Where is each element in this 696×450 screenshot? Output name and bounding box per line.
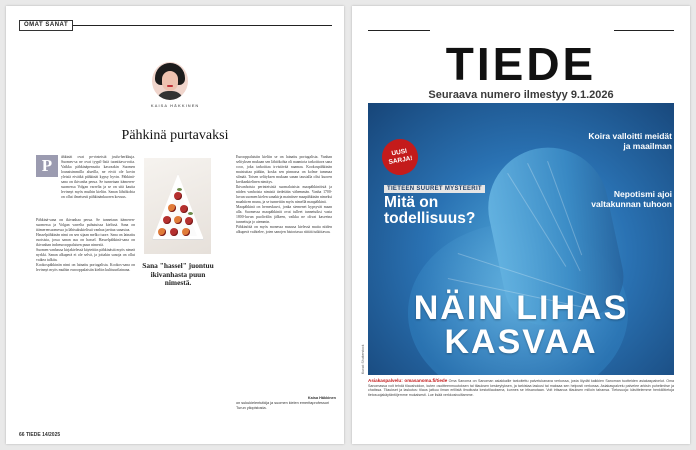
- paragraph: Eurooppalaisiin kieliin se on lainattu portugalista. Vanhan selityksen mukaan sen lähtökohta oli naamiota tarkoittava sana coco, joka tarkoittaa irvistävää naamaa. Kookospähkinän muistuttaa pääkin, koska sen pinnassa on kolme tummaa silmää. Toisen selityksen mukaan sanan taustalla olisi kuoren kreikankielinen nimitys.: [236, 155, 332, 184]
- logo-rule-left: [368, 30, 430, 31]
- drop-cap: P: [36, 155, 58, 177]
- cover-kicker: TIETEEN SUURET MYSTEERIT: [384, 185, 485, 193]
- cover-teaser-dog: Koira valloitti meidät ja maailman: [588, 131, 672, 151]
- paragraph: Pähkinä-sana on ikivanhaa perua. Se tunnetaan itämeren-suomessa ja Volgan varrelta puhutuissa kielissä. Sana on itämerensuomessa ja lähisukukielissä vanhaa jaettua sanastoa.: [36, 218, 135, 232]
- candy-plate-photo: [144, 158, 211, 254]
- cover-question: Mitä on todellisuus?: [384, 194, 476, 227]
- author-portrait: [152, 62, 188, 100]
- left-page: [6, 6, 344, 444]
- paragraph: Hasselpähkinän nimi on sen sijaan melko tuore. Sana on lainattu ruotsista, jossa sanan asu on hassel. Hasselpähkinä-sana on ikivanhan indoeurooppalaisen puun nimestä.: [36, 233, 135, 247]
- customer-service-text: Oma Sanoma on Sanoman asiakkaille tarkoitettu palvelukanava verkossa, josta löydät kaikkien Sanoman tuotteiden asiakaspalvelut. Oma Sanomassa voit tehdä tilaushoidon, kuten osoitteenmuutoksen tai tilauksen keskeytyksen, ja tarkistaa laskusi tai maksaa sen helposti verkossa. Asiakaspalvelu palvelee arkisin puhelimitse ja chatissa. Tilaukset ja laskutus: tilaus jatkuu ilman erillistä ilmoitusta kestotilauksena, kunnes se irtisanotaan. Voit irtisanoa tilauksen milloin tahansa. Tietosuoja: käsittelemme henkilötietoja tietosuojakäytäntöjemme mukaisesti. Lue lisää verkkosivuiltamme.: [368, 379, 674, 397]
- right-page: [352, 6, 690, 444]
- author-name: KAISA HÄKKINEN: [150, 103, 200, 108]
- paragraph: Ikivanhoista perinteisistä suomalaisista maapähkinöistä ja niiden vanhoista nimistä tiedetään vähemmän. Vanha 1700-luvun suomen kielen sanakirja mainitsee maapähkinän nimeksi maahiiren muna, ja se tunnettiin myös nimellä maapähkinä.: [236, 185, 332, 204]
- paragraph: Kookospähkinän nimi on lainattu portugalista. Kookos-sana on levinnyt myös muihin eurooppalaisiin kieliin kulttuurilainana.: [36, 263, 135, 272]
- pull-quote: Sana "hassel" juontuu ikivanhasta puun nimestä.: [142, 261, 214, 287]
- next-issue-line: Seuraava numero ilmestyy 9.1.2026: [428, 89, 614, 101]
- new-series-badge: UUSI SARJA!: [379, 136, 421, 178]
- page-folio: 66 TIEDE 14/2025: [19, 432, 61, 438]
- customer-service-info: [368, 379, 674, 397]
- customer-service-link[interactable]: Asiakaspalvelu: omasanoma.fi/tiede: [368, 378, 448, 383]
- column-3: [236, 155, 332, 235]
- logo-rule-right: [614, 30, 674, 31]
- cover-teaser-nepotism: Nepotismi ajoi valtakunnan tuhoon: [591, 189, 672, 209]
- magazine-logo: TIEDE: [445, 38, 597, 90]
- photo-credit: Kuvat: Shutterstock: [361, 344, 365, 374]
- paragraph: ähkinät ovat pe-rinteisiä joulu-herkkuja. Suomes-sa ne ovat tyypil-lisiä tuontitava-roita. Vaikka pähkinäpensaita kasvaakin Suomen lounaisimmilla alueilla, ne eivät ole kovin yleisiä eivätkä pähkinät kypsy hyvin. Pähkinä-sana on ikivanha perua. Se tunnetaan itämeren-suomessa Volgan varrelta ja se on sitä kautta levinnyt myös muihin kieliin. Sanan lähtökohta on ollut ilmeisesti pähkinänkuoren kovuus.: [61, 155, 135, 199]
- article-headline: Pähkinä purtavaksi: [121, 128, 229, 143]
- paragraph: Maapähkinä on herneskasvi, jonka siemenet kypsyvät maan alla. Suomessa maapähkinät ovat tulleet tunnetuiksi vasta 1800-luvun puolivälin jälkeen, vaikka ne olivat kasveina tunnettuja jo aiemmin.: [236, 205, 332, 224]
- section-label: OMAT SANAT: [19, 20, 73, 31]
- column-1-top: [61, 155, 135, 200]
- signature-name: Kaisa Häkkinen: [307, 396, 336, 400]
- signature-text: on sukukielentutkija ja suomen kielen emeritaprofessori Turun yliopistosta.: [236, 401, 330, 410]
- magazine-cover: [368, 103, 674, 375]
- cover-main-line-2: KASVAA: [444, 323, 598, 361]
- cover-main-line-1: NÄIN LIHAS: [413, 289, 629, 327]
- column-1: [36, 218, 135, 273]
- paragraph: Pähkinöitä on myös monessa muussa kielessä mutta niiden alkuperä vaihtelee, joten sanojen historiassa riittää tutkittavaa.: [236, 225, 332, 234]
- author-signature: [236, 396, 336, 411]
- top-rule: [61, 25, 332, 26]
- paragraph: Suomen vanhassa kirjakielessä käytettiin pähkinästä myös nimeä nyrkki. Sanan alkuperä ei ole selvä, ja joitakin sanoja on ollut vaikea tulkita.: [36, 248, 135, 262]
